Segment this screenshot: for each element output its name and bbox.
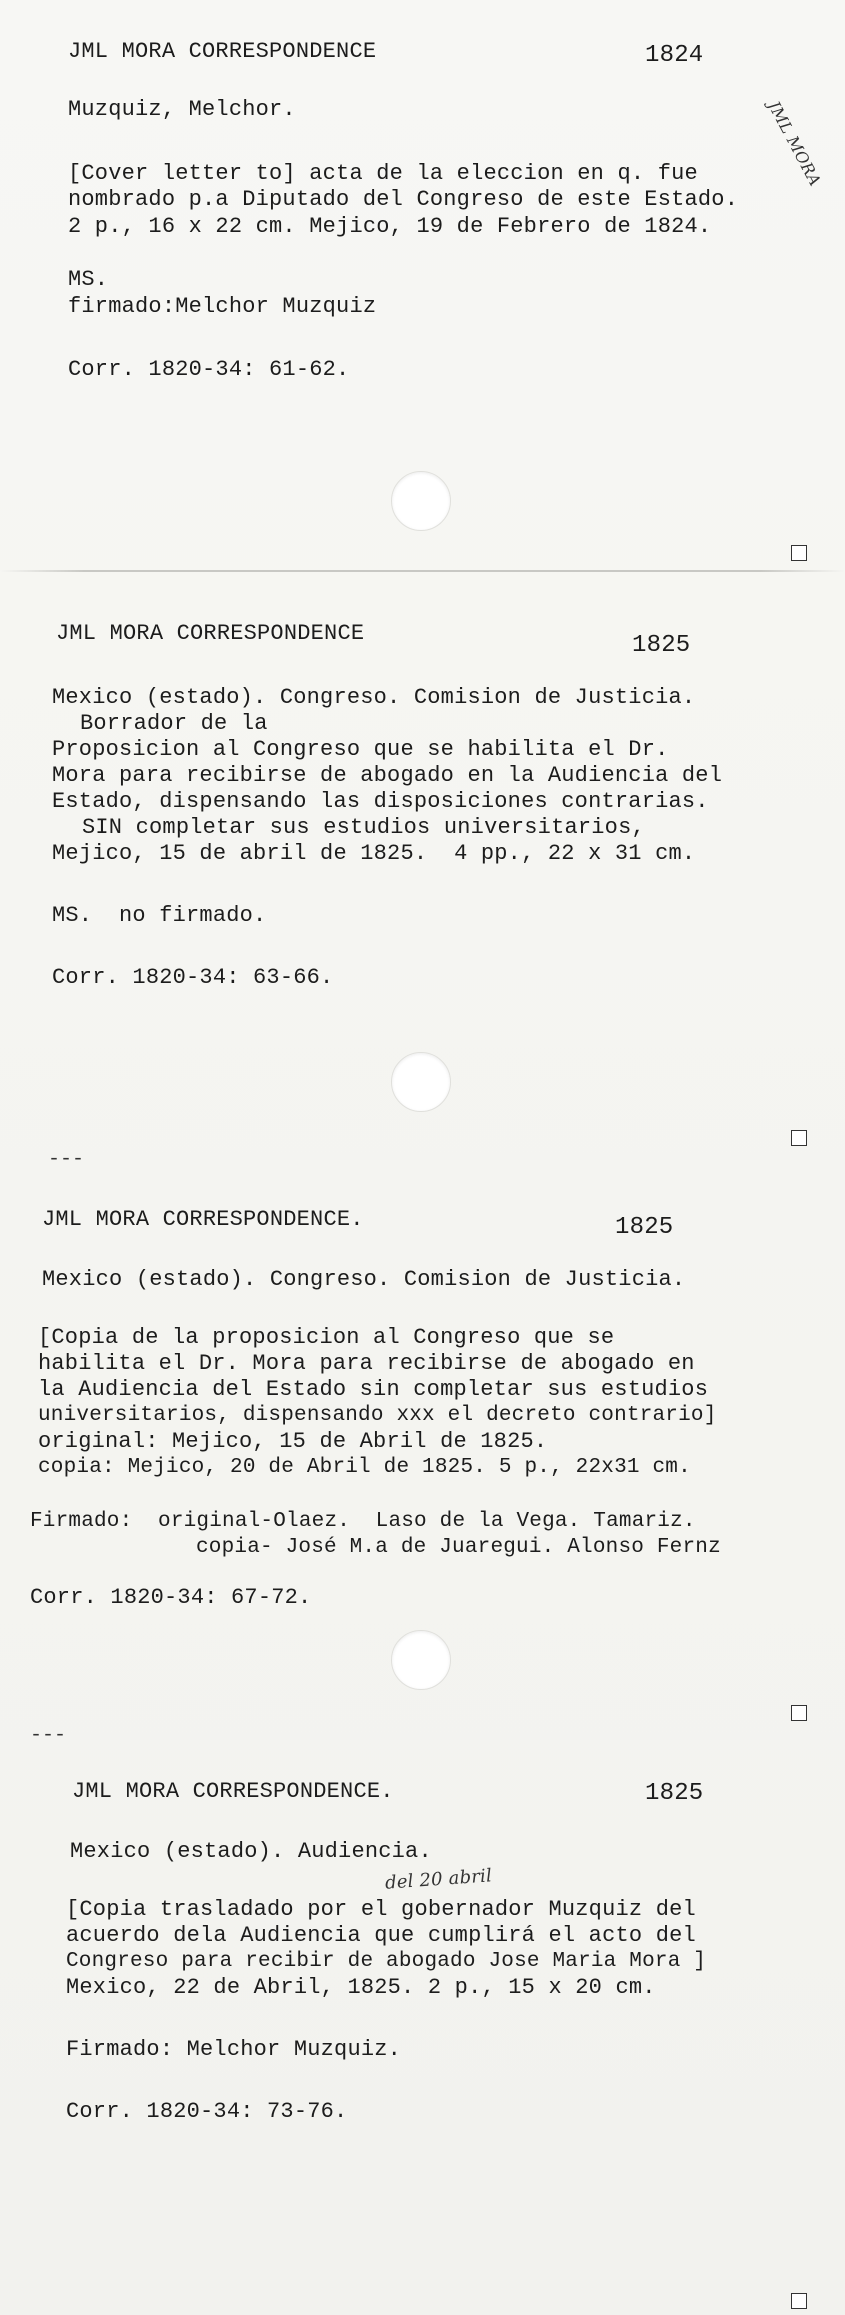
card-description-line: Estado, dispensando las disposiciones contrarias.	[52, 789, 709, 814]
card-description-line: Congreso para recibir de abogado Jose Maria Mora ]	[66, 1950, 707, 1973]
punch-hole	[391, 1052, 451, 1112]
card-header: JML MORA CORRESPONDENCE	[56, 621, 365, 646]
card-year: 1825	[645, 1780, 704, 1807]
dash-mark: ---	[30, 1724, 67, 1747]
card-description-line: [Copia de la proposicion al Congreso que se	[38, 1325, 615, 1350]
card-reference: Corr. 1820-34: 67-72.	[30, 1585, 312, 1610]
corner-marker	[791, 1705, 807, 1721]
corner-marker	[791, 1130, 807, 1146]
card-description-line: universitarios, dispensando xxx el decreto contrario]	[38, 1404, 717, 1427]
card-reference: Corr. 1820-34: 61-62.	[68, 357, 350, 382]
card-author: Muzquiz, Melchor.	[68, 97, 296, 122]
card-description-line: [Copia trasladado por el gobernador Muzquiz del	[66, 1897, 696, 1922]
card-reference: Corr. 1820-34: 73-76.	[66, 2099, 348, 2124]
card-description-line: Mora para recibirse de abogado en la Audiencia del	[52, 763, 723, 788]
card-description-line: la Audiencia del Estado sin completar sus estudios	[38, 1377, 709, 1402]
card-description-line: Borrador de la	[80, 711, 268, 736]
card-year: 1825	[615, 1214, 674, 1241]
card-year: 1825	[632, 632, 691, 659]
card-header: JML MORA CORRESPONDENCE.	[42, 1207, 364, 1232]
card-signature: Firmado: Melchor Muzquiz.	[66, 2037, 402, 2062]
card-reference: Corr. 1820-34: 63-66.	[52, 965, 334, 990]
corner-marker	[791, 2293, 807, 2309]
card-description-line: 2 p., 16 x 22 cm. Mejico, 19 de Febrero de 1824.	[68, 214, 712, 239]
card-signature: Firmado: original-Olaez. Laso de la Vega. Tamariz.	[30, 1510, 696, 1533]
card-year: 1824	[645, 42, 704, 69]
card-description-line: Proposicion al Congreso que se habilita el Dr.	[52, 737, 669, 762]
handwritten-annotation: del 20 abril	[384, 1865, 493, 1894]
card-date-line: Mexico, 22 de Abril, 1825. 2 p., 15 x 20 cm.	[66, 1975, 656, 2000]
card-format: MS.	[68, 267, 109, 292]
card-author: Mexico (estado). Congreso. Comision de Justicia.	[42, 1267, 686, 1292]
card-description-line: acuerdo dela Audiencia que cumplirá el acto del	[66, 1923, 696, 1948]
card-signature: copia- José M.a de Juaregui. Alonso Fernz	[196, 1536, 721, 1559]
catalog-card-4	[0, 1738, 845, 2315]
punch-hole	[391, 471, 451, 531]
catalog-card-2	[0, 580, 845, 1155]
card-description-line: habilita el Dr. Mora para recibirse de abogado en	[38, 1351, 695, 1376]
handwritten-annotation: JML MORA	[764, 97, 825, 190]
card-date-line: Mejico, 15 de abril de 1825. 4 pp., 22 x 31 cm.	[52, 841, 696, 866]
card-description-line: [Cover letter to] acta de la eleccion en q. fue	[68, 161, 698, 186]
card-date-line: original: Mejico, 15 de Abril de 1825.	[38, 1429, 548, 1454]
card-header: JML MORA CORRESPONDENCE	[68, 39, 377, 64]
card-signature: firmado:Melchor Muzquiz	[68, 294, 377, 319]
catalog-card-3	[0, 1160, 845, 1730]
corner-marker	[791, 545, 807, 561]
card-date-line: copia: Mejico, 20 de Abril de 1825. 5 p., 22x31 cm.	[38, 1456, 691, 1479]
card-format: MS. no firmado.	[52, 903, 267, 928]
card-author: Mexico (estado). Audiencia.	[70, 1839, 432, 1864]
card-description-line: SIN completar sus estudios universitarios,	[82, 815, 645, 840]
card-divider	[0, 570, 845, 572]
dash-mark: ---	[48, 1148, 85, 1171]
card-header: JML MORA CORRESPONDENCE.	[72, 1779, 394, 1804]
card-description-line: nombrado p.a Diputado del Congreso de este Estado.	[68, 187, 739, 212]
card-author: Mexico (estado). Congreso. Comision de Justicia.	[52, 685, 696, 710]
punch-hole	[391, 1630, 451, 1690]
catalog-card-1	[0, 0, 845, 560]
